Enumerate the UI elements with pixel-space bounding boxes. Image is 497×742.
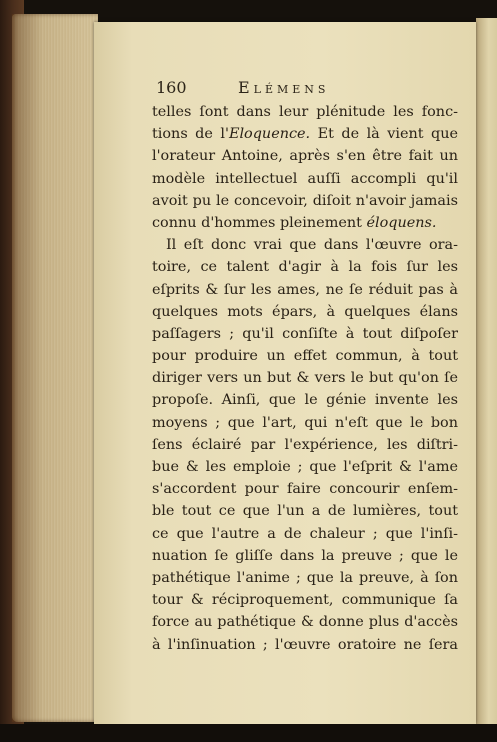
italic-term: Eloquence. xyxy=(228,126,311,143)
text-line: nuation ſe gliſſe dans la preuve ; que le xyxy=(152,547,458,564)
text-line: force au pathétique & donne plus d'accès xyxy=(152,614,458,631)
text-line: connu d'hommes pleinement éloquens. xyxy=(152,214,437,231)
facing-page-edge xyxy=(476,18,497,728)
text-line: l'orateur Antoine, après s'en être fait un xyxy=(152,148,458,165)
text-line: ble tout ce que l'un a de lumières, tout xyxy=(152,503,458,520)
text-line: moyens ; que l'art, qui n'eſt que le bon xyxy=(152,414,458,431)
text-line: toire, ce talent d'agir à la fois ſur les xyxy=(152,259,458,276)
text-line: ce que l'autre a de chaleur ; que l'inſi- xyxy=(152,525,458,542)
text-line: Il eſt donc vrai que dans l'œuvre ora- xyxy=(166,237,458,254)
text-line: diriger vers un but & vers le but qu'on ſe xyxy=(152,370,458,387)
text-line: pour produire un effet commun, à tout xyxy=(152,348,458,365)
text-line: eſprits & ſur les ames, ne ſe réduit pas à xyxy=(152,281,458,298)
page-edges xyxy=(12,14,98,722)
text-line: pathétique l'anime ; que la preuve, à ſon xyxy=(152,569,458,586)
text-line: quelques mots épars, à quelques élans xyxy=(152,303,458,320)
text-line: modèle intellectuel auſſi accompli qu'il xyxy=(152,170,458,187)
text-line: tions de l'Eloquence. Et de là vient que xyxy=(152,126,458,143)
printed-page xyxy=(94,22,476,724)
running-head: Elémens xyxy=(238,78,330,97)
body-text xyxy=(152,101,458,656)
text-line: telles ſont dans leur plénitude les fonc- xyxy=(152,104,458,120)
text-line: ſens éclairé par l'expérience, les diſtri- xyxy=(152,436,458,453)
text-line: avoit pu le concevoir, diſoit n'avoir jamais xyxy=(152,192,458,209)
text-line: tour & réciproquement, communique ſa xyxy=(152,592,458,609)
bottom-shadow xyxy=(0,724,497,742)
italic-term: éloquens. xyxy=(366,214,437,231)
text-line: propoſe. Ainſi, que le génie invente les xyxy=(152,392,458,409)
text-line: paſſagers ; qu'il conſiſte à tout diſpoſer xyxy=(152,325,458,342)
text-line: s'accordent pour faire concourir enſem- xyxy=(152,481,458,498)
page-number: 160 xyxy=(156,78,187,97)
text-line: bue & les emploie ; que l'eſprit & l'ame xyxy=(152,459,458,475)
text-line: à l'inſinuation ; l'œuvre oratoire ne ſera xyxy=(152,636,458,653)
